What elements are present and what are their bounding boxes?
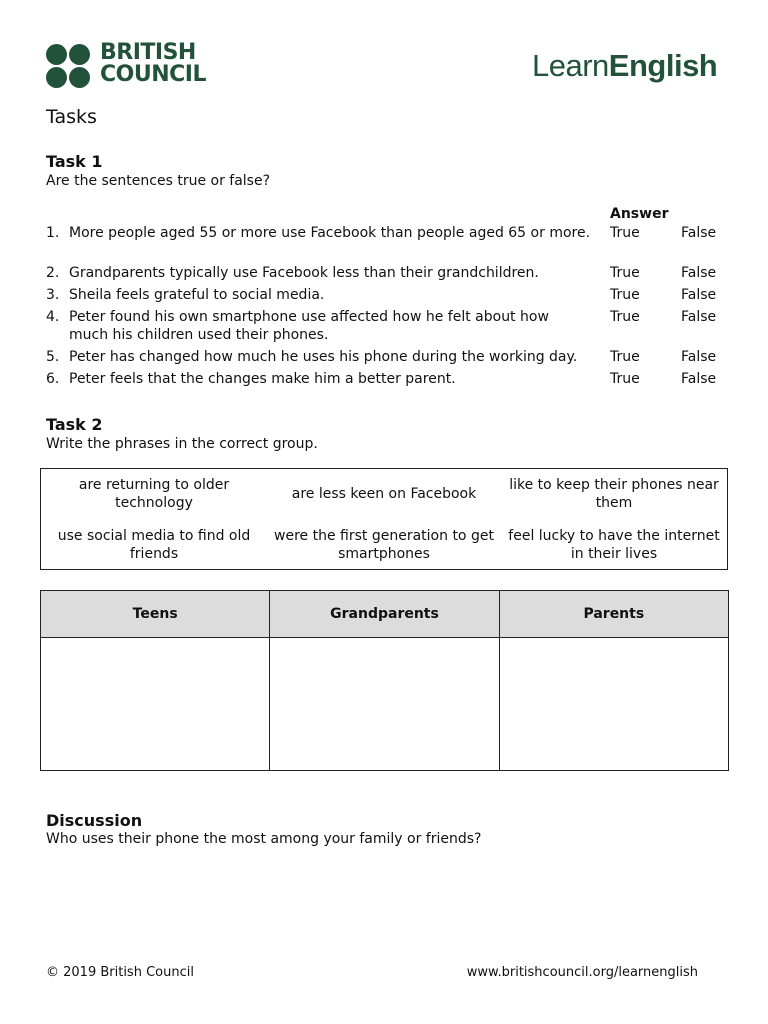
answer-true-5[interactable]: True	[610, 349, 640, 365]
learnenglish-logo: LearnEnglish	[532, 48, 718, 83]
answer-false-2[interactable]: False	[681, 265, 717, 281]
answer-false-4[interactable]: False	[681, 309, 717, 325]
phrase-card[interactable]: are returning to older technology	[78, 477, 230, 511]
answer-header: Answer	[610, 206, 669, 222]
group-header-parents: Parents	[499, 591, 728, 638]
footer-copyright: © 2019 British Council	[46, 965, 194, 980]
answer-true-6[interactable]: True	[610, 371, 640, 387]
group-cell-parents[interactable]	[499, 638, 728, 771]
group-cell-grandparents[interactable]	[270, 638, 499, 771]
phrase-card[interactable]: use social media to find old friends	[57, 528, 251, 562]
answer-true-3[interactable]: True	[610, 287, 640, 303]
answer-true-4[interactable]: True	[610, 309, 640, 325]
discussion-question: Who uses their phone the most among your family or friends?	[46, 831, 482, 847]
phrase-card[interactable]: like to keep their phones near them	[509, 477, 719, 511]
footer-url[interactable]: www.britishcouncil.org/learnenglish	[466, 965, 698, 980]
answer-false-5[interactable]: False	[681, 349, 717, 365]
answer-false-3[interactable]: False	[681, 287, 717, 303]
task2-instruction: Write the phrases in the correct group.	[46, 436, 318, 452]
task1-heading: Task 1	[46, 152, 103, 171]
group-table	[40, 590, 729, 771]
phrase-card[interactable]: are less keen on Facebook	[291, 486, 477, 502]
discussion-heading: Discussion	[46, 811, 143, 830]
british-council-logo-dots	[46, 44, 94, 88]
answer-true-2[interactable]: True	[610, 265, 640, 281]
phrase-card[interactable]: feel lucky to have the internet in their lives	[508, 528, 720, 562]
phrase-box	[40, 468, 728, 570]
group-header-grandparents: Grandparents	[270, 591, 499, 638]
task2-heading: Task 2	[46, 415, 103, 434]
phrase-card[interactable]: were the first generation to get smartphones	[274, 528, 494, 562]
group-cell-teens[interactable]	[41, 638, 270, 771]
answer-true-1[interactable]: True	[610, 225, 640, 241]
answer-false-1[interactable]: False	[681, 225, 717, 241]
british-council-logo: BRITISH COUNCIL	[100, 40, 206, 87]
group-header-teens: Teens	[41, 591, 270, 638]
answer-false-6[interactable]: False	[681, 371, 717, 387]
page-title: Tasks	[46, 106, 97, 128]
task1-instruction: Are the sentences true or false?	[46, 173, 271, 189]
